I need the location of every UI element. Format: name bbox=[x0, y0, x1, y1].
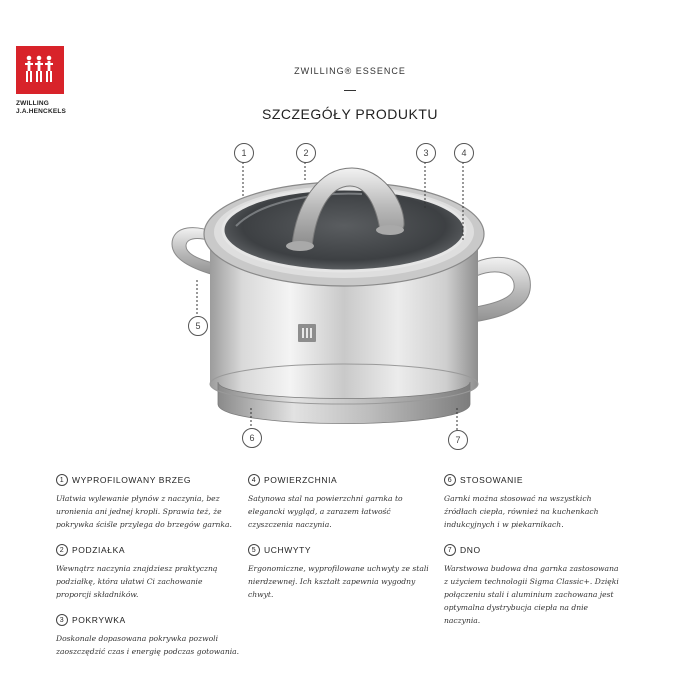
feature-title: WYPROFILOWANY BRZEG bbox=[72, 475, 192, 485]
feature-title: PODZIAŁKA bbox=[72, 545, 126, 555]
feature-number-badge: 7 bbox=[444, 544, 456, 556]
feature-heading bbox=[56, 614, 256, 626]
feature-number-badge: 2 bbox=[56, 544, 68, 556]
features-column-3 bbox=[444, 474, 644, 640]
feature-heading bbox=[444, 544, 644, 556]
callout-5: 5 bbox=[188, 316, 208, 336]
callout-7: 7 bbox=[448, 430, 468, 450]
feature-item-4 bbox=[248, 474, 448, 531]
feature-title: POKRYWKA bbox=[72, 615, 126, 625]
feature-description: Satynowa stal na powierzchni garnka to elegancki wygląd, a zarazem łatwość czyszczenia naczynia. bbox=[248, 494, 403, 529]
feature-description: Warstwowa budowa dna garnka zastosowana z użyciem technologii Sigma Classic+. Dzięki połączeniu stali i aluminium zachowana jest optymalna dystrybucja ciepła na dnie naczynia. bbox=[444, 564, 619, 625]
feature-description: Ergonomiczne, wyprofilowane uchwyty ze stali nierdzewnej. Ich kształt zapewnia wygodny chwyt. bbox=[248, 564, 429, 599]
feature-title: DNO bbox=[460, 545, 481, 555]
product-line-name: ZWILLING® ESSENCE bbox=[294, 66, 406, 76]
feature-item-2 bbox=[56, 544, 256, 601]
feature-item-3 bbox=[56, 614, 256, 658]
feature-item-6 bbox=[444, 474, 644, 531]
feature-number-badge: 1 bbox=[56, 474, 68, 486]
feature-heading bbox=[56, 474, 256, 486]
feature-item-1 bbox=[56, 474, 256, 531]
features-column-2 bbox=[248, 474, 448, 614]
feature-item-7 bbox=[444, 544, 644, 627]
logo-line-1: ZWILLING bbox=[16, 100, 50, 107]
logo-line-2: J.A.HENCKELS bbox=[16, 107, 67, 115]
feature-description: Ułatwia wylewanie płynów z naczynia, bez uronienia ani jednej kropli. Sprawia też, że pokrywka ściśle przylega do brzegów garnka. bbox=[56, 494, 232, 529]
feature-number-badge: 3 bbox=[56, 614, 68, 626]
callout-2: 2 bbox=[296, 143, 316, 163]
feature-item-5 bbox=[248, 544, 448, 601]
feature-title: POWIERZCHNIA bbox=[264, 475, 338, 485]
features-column-1 bbox=[56, 474, 256, 671]
feature-title: UCHWYTY bbox=[264, 545, 312, 555]
feature-heading bbox=[248, 474, 448, 486]
feature-description: Wewnątrz naczynia znajdziesz praktyczną podziałkę, która ułatwi Ci zachowanie proporcji składników. bbox=[56, 564, 218, 599]
callout-1: 1 bbox=[234, 143, 254, 163]
callout-6: 6 bbox=[242, 428, 262, 448]
callout-4: 4 bbox=[454, 143, 474, 163]
feature-title: STOSOWANIE bbox=[460, 475, 524, 485]
feature-number-badge: 5 bbox=[248, 544, 260, 556]
feature-heading bbox=[248, 544, 448, 556]
callout-3: 3 bbox=[416, 143, 436, 163]
feature-heading bbox=[444, 474, 644, 486]
feature-heading bbox=[56, 544, 256, 556]
feature-description: Garnki można stosować na wszystkich źródłach ciepła, również na kuchenkach indukcyjnych i w piekarnikach. bbox=[444, 494, 599, 529]
feature-description: Doskonale dopasowana pokrywka pozwoli zaoszczędzić czas i energię podczas gotowania. bbox=[56, 634, 240, 656]
feature-number-badge: 4 bbox=[248, 474, 260, 486]
feature-number-badge: 6 bbox=[444, 474, 456, 486]
page-title: SZCZEGÓŁY PRODUKTU bbox=[262, 106, 438, 122]
